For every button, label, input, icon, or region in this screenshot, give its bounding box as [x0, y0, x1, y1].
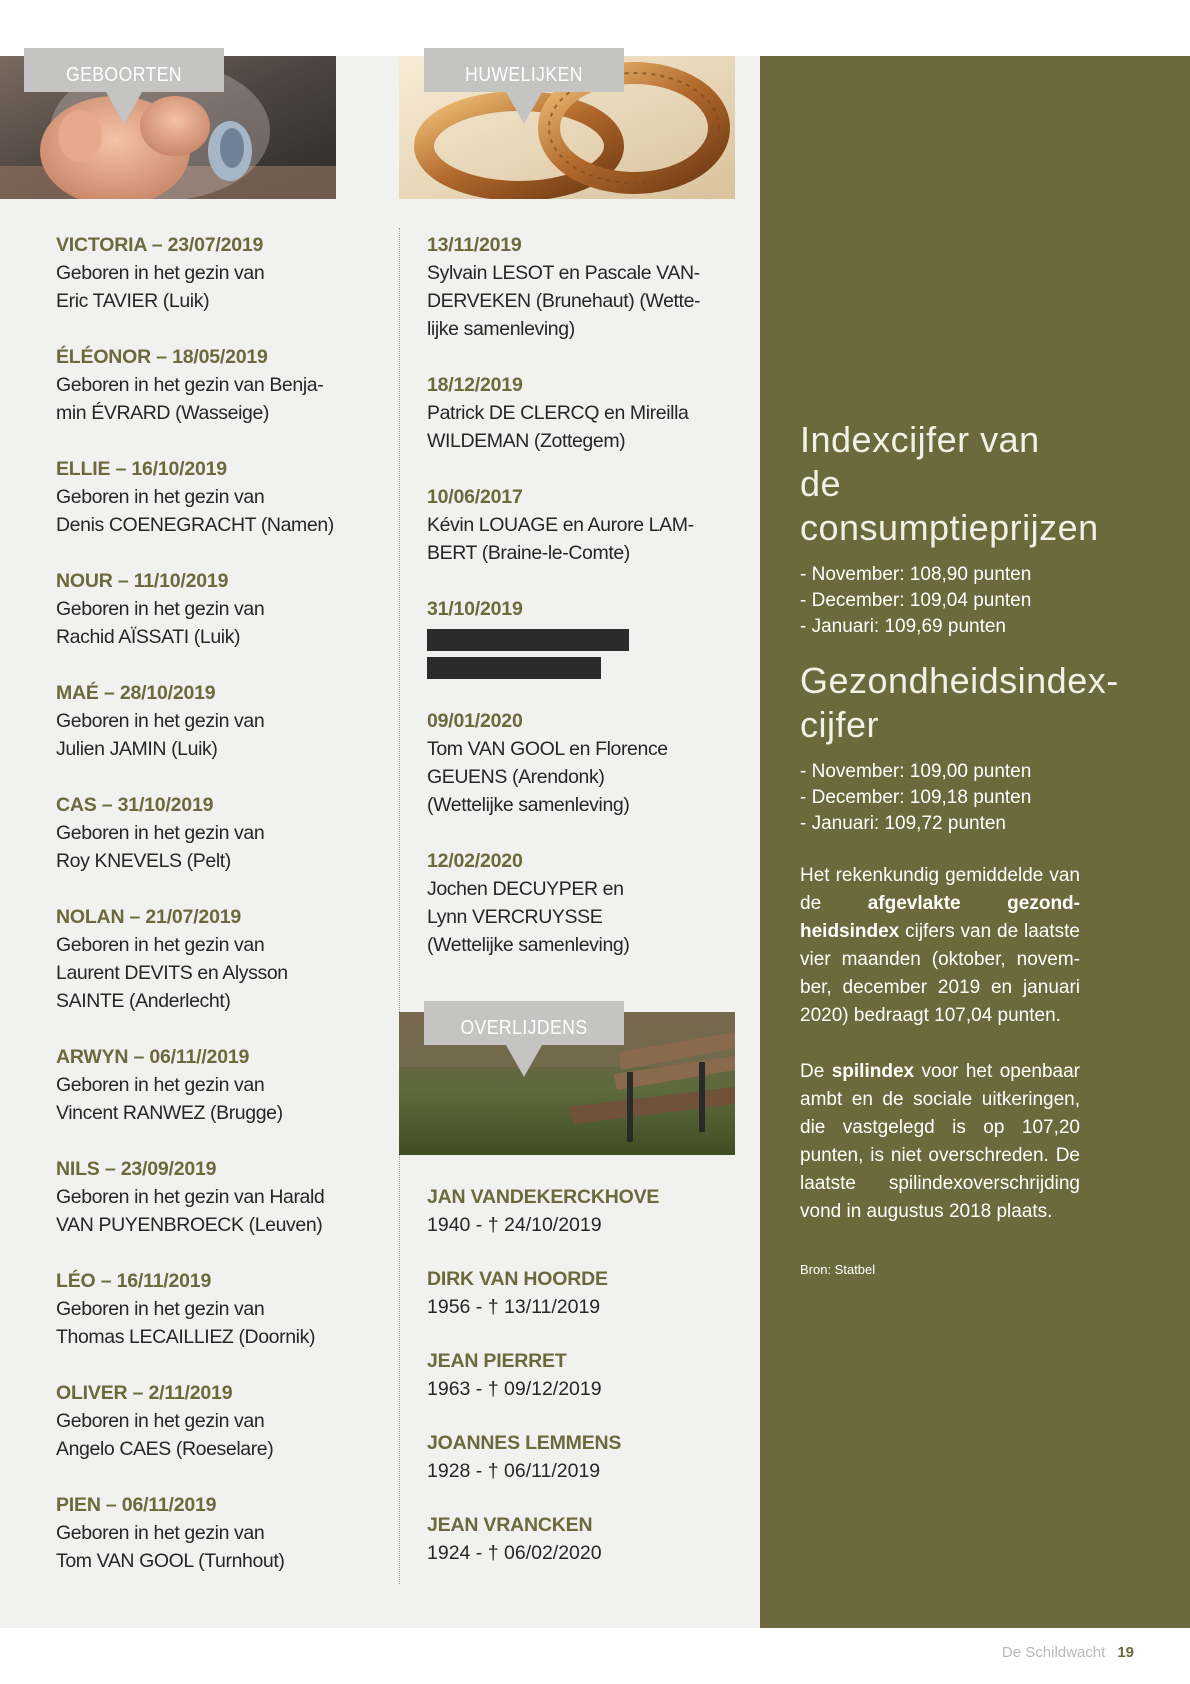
page-footer: [1002, 1644, 1134, 1661]
marriage-entry: [427, 847, 747, 959]
index-value: - November: 109,00 punten: [800, 761, 1032, 782]
birth-entry: [56, 903, 386, 1015]
death-entry: [427, 1347, 747, 1403]
marriages-list: [427, 231, 747, 987]
entry-title: NOUR – 11/10/2019: [56, 570, 229, 592]
title-line: Gezondheidsindex-: [800, 660, 1119, 701]
entry-text: DERVEKEN (Brunehaut) (Wette-: [427, 290, 701, 312]
marriage-entry: [427, 707, 747, 819]
entry-text: Geboren in het gezin van: [56, 1074, 265, 1096]
entry-text: Geboren in het gezin van: [56, 486, 265, 508]
publication-name: De Schildwacht: [1001, 1644, 1106, 1661]
entry-title: JAN VANDEKERCKHOVE: [427, 1186, 660, 1208]
birth-entry: [56, 1267, 386, 1351]
birth-entry: [56, 455, 386, 539]
entry-text: Geboren in het gezin van: [56, 710, 265, 732]
paragraph-emphasis: afgevlakte gezondheidsindex: [800, 893, 1080, 942]
redacted-block: [427, 629, 629, 651]
consumer-index-title: [800, 418, 1099, 550]
health-index-values: [800, 759, 1080, 837]
entry-title: 10/06/2017: [427, 486, 523, 508]
deaths-tab: [424, 1001, 624, 1077]
entry-title: CAS – 31/10/2019: [56, 794, 214, 816]
entry-title: NOLAN – 21/07/2019: [56, 906, 242, 928]
entry-title: JEAN PIERRET: [427, 1350, 567, 1372]
death-entry: [427, 1429, 747, 1485]
paragraph-text: De: [800, 1061, 832, 1082]
entry-title: JOANNES LEMMENS: [427, 1432, 622, 1454]
birth-year: 1928 -: [427, 1460, 483, 1482]
death-date: 13/11/2019: [504, 1296, 601, 1318]
death-entry: [427, 1265, 747, 1321]
birth-entry: [56, 791, 386, 875]
column-divider: [399, 228, 400, 1584]
birth-year: 1940 -: [427, 1214, 483, 1236]
entry-text: (Wettelijke samenleving): [427, 934, 630, 956]
entry-text: Laurent DEVITS en Alysson: [56, 962, 288, 984]
entry-text: Patrick DE CLERCQ en Mireilla: [427, 402, 689, 424]
entry-text: GEUENS (Arendonk): [427, 766, 605, 788]
index-value: - Januari: 109,69 punten: [800, 616, 1006, 637]
entry-text: Geboren in het gezin van: [56, 822, 265, 844]
entry-text: Vincent RANWEZ (Brugge): [56, 1102, 283, 1124]
entry-text: Geboren in het gezin van: [56, 934, 265, 956]
paragraph-text: voor het openbaar ambt en de sociale uitkeringen, die vastgelegd is op 107,20 punten, is niet overschreden. De laatste spilindexoverschrijding vond in augustus 2018 plaats.: [800, 1061, 1080, 1222]
entry-title: ELLIE – 16/10/2019: [56, 458, 227, 480]
entry-title: OLIVER – 2/11/2019: [56, 1382, 233, 1404]
index-value: - November: 108,90 punten: [800, 564, 1032, 585]
cross-icon: †: [487, 1542, 499, 1564]
death-date: 06/02/2020: [504, 1542, 602, 1564]
health-index-title: [800, 659, 1119, 747]
birth-entry: [56, 1491, 386, 1575]
consumer-index-block: [800, 418, 1099, 640]
entry-text: Tom VAN GOOL en Florence: [427, 738, 668, 760]
average-paragraph: [800, 862, 1080, 1030]
birth-year: 1924 -: [427, 1542, 483, 1564]
index-value: - December: 109,18 punten: [800, 787, 1032, 808]
entry-text: Denis COENEGRACHT (Namen): [56, 514, 334, 536]
entry-title: MAÉ – 28/10/2019: [56, 682, 216, 704]
death-date: 24/10/2019: [504, 1214, 602, 1236]
entry-text: Thomas LECAILLIEZ (Doornik): [56, 1326, 316, 1348]
entry-text: Sylvain LESOT en Pascale VAN-: [427, 262, 700, 284]
entry-title: 13/11/2019: [427, 234, 522, 256]
health-index-block: [800, 659, 1119, 837]
entry-text: Geboren in het gezin van: [56, 1298, 265, 1320]
births-heading: GEBOORTEN: [65, 64, 183, 86]
death-date: 09/12/2019: [504, 1378, 602, 1400]
entry-text: Tom VAN GOOL (Turnhout): [56, 1550, 285, 1572]
entry-text: VAN PUYENBROECK (Leuven): [56, 1214, 323, 1236]
cross-icon: †: [487, 1460, 499, 1482]
entry-text: Rachid AÏSSATI (Luik): [56, 626, 241, 648]
birth-entry: [56, 1155, 386, 1239]
entry-text: Eric TAVIER (Luik): [56, 290, 210, 312]
cross-icon: †: [487, 1214, 499, 1236]
entry-text: (Wettelijke samenleving): [427, 794, 630, 816]
index-value: - Januari: 109,72 punten: [800, 813, 1006, 834]
title-line: cijfer: [800, 704, 880, 745]
entry-text: BERT (Braine-le-Comte): [427, 542, 630, 564]
death-entry: [427, 1511, 747, 1567]
entry-text: Geboren in het gezin van Benja-: [56, 374, 324, 396]
birth-year: 1963 -: [427, 1378, 483, 1400]
entry-title: 31/10/2019: [427, 598, 523, 620]
entry-text: Geboren in het gezin van: [56, 598, 265, 620]
consumer-index-values: [800, 562, 1080, 640]
title-line: consumptieprijzen: [800, 507, 1099, 548]
marriage-entry: [427, 483, 747, 567]
page-number: 19: [1117, 1644, 1134, 1661]
birth-year: 1956 -: [427, 1296, 483, 1318]
births-list: [56, 231, 386, 1603]
paragraph-emphasis: spilindex: [831, 1061, 915, 1082]
birth-entry: [56, 231, 386, 315]
birth-entry: [56, 679, 386, 763]
entry-title: ÉLÉONOR – 18/05/2019: [56, 346, 268, 368]
marriage-entry: [427, 231, 747, 343]
entry-title: 12/02/2020: [427, 850, 523, 872]
deaths-list: [427, 1183, 747, 1593]
entry-text: Geboren in het gezin van: [56, 1522, 265, 1544]
sidebar-panel: [760, 56, 1190, 1628]
entry-text: Roy KNEVELS (Pelt): [56, 850, 231, 872]
entry-text: SAINTE (Anderlecht): [56, 990, 231, 1012]
entry-text: min ÉVRARD (Wasseige): [56, 402, 270, 424]
marriage-entry: [427, 371, 747, 455]
entry-text: Kévin LOUAGE en Aurore LAM-: [427, 514, 694, 536]
birth-entry: [56, 1043, 386, 1127]
entry-title: DIRK VAN HOORDE: [427, 1268, 608, 1290]
entry-text: Geboren in het gezin van Harald: [56, 1186, 325, 1208]
entry-title: ARWYN – 06/11//2019: [56, 1046, 250, 1068]
entry-text: Jochen DECUYPER en: [427, 878, 624, 900]
entry-title: NILS – 23/09/2019: [56, 1158, 217, 1180]
entry-title: VICTORIA – 23/07/2019: [56, 234, 264, 256]
source-note: Bron: Statbel: [800, 1262, 876, 1277]
deaths-heading: OVERLIJDENS: [460, 1017, 588, 1039]
cross-icon: †: [487, 1296, 499, 1318]
entry-text: Geboren in het gezin van: [56, 1410, 265, 1432]
entry-text: Geboren in het gezin van: [56, 262, 265, 284]
paragraph-text: cijfers van de laatste vier maanden (oktober, november, december 2019 en januari 2020) bedraagt 107,04 punten.: [800, 921, 1080, 1026]
index-value: - December: 109,04 punten: [800, 590, 1032, 611]
entry-title: LÉO – 16/11/2019: [56, 1270, 212, 1292]
marriages-heading: HUWELIJKEN: [465, 64, 583, 86]
redacted-block: [427, 657, 601, 679]
marriage-entry: [427, 595, 747, 679]
entry-title: 09/01/2020: [427, 710, 523, 732]
entry-text: WILDEMAN (Zottegem): [427, 430, 626, 452]
death-date: 06/11/2019: [504, 1460, 601, 1482]
entry-title: 18/12/2019: [427, 374, 523, 396]
entry-title: JEAN VRANCKEN: [427, 1514, 593, 1536]
entry-text: Julien JAMIN (Luik): [56, 738, 218, 760]
paragraph-text: Het rekenkundig gemiddelde van de: [800, 865, 1080, 914]
entry-text: Angelo CAES (Roeselare): [56, 1438, 274, 1460]
birth-entry: [56, 567, 386, 651]
births-tab: [24, 48, 224, 124]
birth-entry: [56, 1379, 386, 1463]
death-entry: [427, 1183, 747, 1239]
entry-text: lijke samenleving): [427, 318, 575, 340]
birth-entry: [56, 343, 386, 427]
title-line: Indexcijfer van de: [800, 419, 1040, 504]
entry-text: Lynn VERCRUYSSE: [427, 906, 603, 928]
entry-title: PIEN – 06/11/2019: [56, 1494, 217, 1516]
cross-icon: †: [487, 1378, 499, 1400]
marriages-tab: [424, 48, 624, 124]
pivot-index-paragraph: [800, 1058, 1080, 1226]
